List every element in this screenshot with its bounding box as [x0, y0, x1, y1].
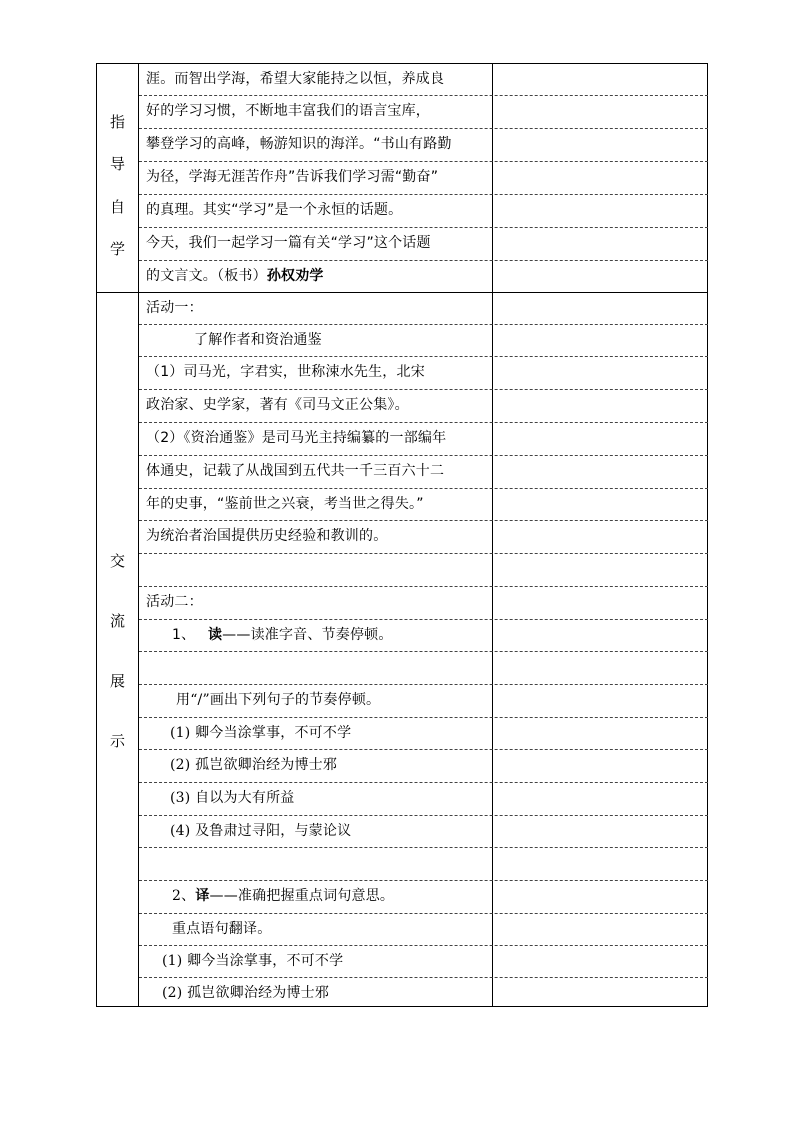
label-char: 指: [109, 112, 125, 131]
text-line: 重点语句翻译。: [172, 921, 272, 937]
row-rule: [139, 553, 708, 554]
text-line: 政治家、史学家，著有《司马文正公集》。: [146, 397, 409, 413]
text-line: (2) 孤岂欲卿治经为博士邪: [170, 757, 338, 773]
text-line: 用“/”画出下列句子的节奏停顿。: [176, 692, 381, 708]
section-label-exchange: [97, 530, 138, 770]
text-line: 体通史，记载了从战国到五代共一千三百六十二: [146, 463, 445, 479]
text-line: (1) 卿今当涂掌事，不可不学: [162, 953, 344, 969]
text-line-body: ——准确把握重点词句意思。: [209, 888, 395, 904]
activity-heading: 活动一：: [146, 300, 203, 316]
text-line-body: 的文言文。（板书）: [146, 268, 267, 284]
item-number: 2、: [172, 888, 196, 904]
label-char: 交: [109, 551, 125, 570]
text-line: [146, 619, 491, 652]
text-line: (4) 及鲁肃过寻阳，与蒙论议: [170, 823, 352, 839]
label-char: 自: [109, 197, 125, 216]
text-line: (1) 卿今当涂掌事，不可不学: [170, 725, 352, 741]
text-line: （1）司马光，字君实，世称涑水先生，北宋: [146, 364, 425, 380]
text-line: 涯。而智出学海，希望大家能持之以恒，养成良: [146, 71, 445, 87]
text-line: [146, 260, 491, 293]
keyword-read: 读: [207, 627, 223, 643]
text-line: 年的史事，“鉴前世之兴衰，考当世之得失。”: [146, 496, 424, 512]
keyword-translate: 译: [195, 888, 210, 904]
activity-heading: 活动二：: [146, 594, 203, 610]
label-char: 学: [109, 240, 125, 259]
text-line: 为统治者治国提供历史经验和教训的。: [146, 528, 388, 544]
column-divider-notes: [492, 63, 493, 1007]
section-label-guide: [97, 100, 138, 270]
text-line: [146, 880, 491, 913]
text-line: 今天，我们一起学习一篇有关“学习”这个话题: [146, 235, 431, 251]
label-char: 示: [109, 731, 125, 750]
text-line: （2）《资治通鉴》是司马光主持编纂的一部编年: [146, 430, 447, 446]
lesson-title: 孙权劝学: [266, 268, 324, 284]
label-char: 展: [109, 671, 125, 690]
text-line: 的真理。其实“学习”是一个永恒的话题。: [146, 202, 403, 218]
item-number: 1、: [172, 627, 196, 643]
text-line: (2) 孤岂欲卿治经为博士邪: [162, 985, 330, 1001]
label-char: 导: [109, 155, 125, 174]
text-line-body: ——读准字音、节奏停顿。: [222, 627, 393, 643]
text-line: (3) 自以为大有所益: [170, 790, 295, 806]
text-line: 攀登学习的高峰，畅游知识的海洋。“书山有路勤: [146, 136, 452, 152]
text-line: 了解作者和资治通鉴: [194, 332, 322, 348]
column-divider-label: [138, 63, 139, 1007]
text-line: 为径，学海无涯苦作舟”告诉我们学习需“勤奋”: [146, 169, 439, 185]
text-line: 好的学习习惯，不断地丰富我们的语言宝库，: [146, 103, 430, 119]
label-char: 流: [109, 611, 125, 630]
